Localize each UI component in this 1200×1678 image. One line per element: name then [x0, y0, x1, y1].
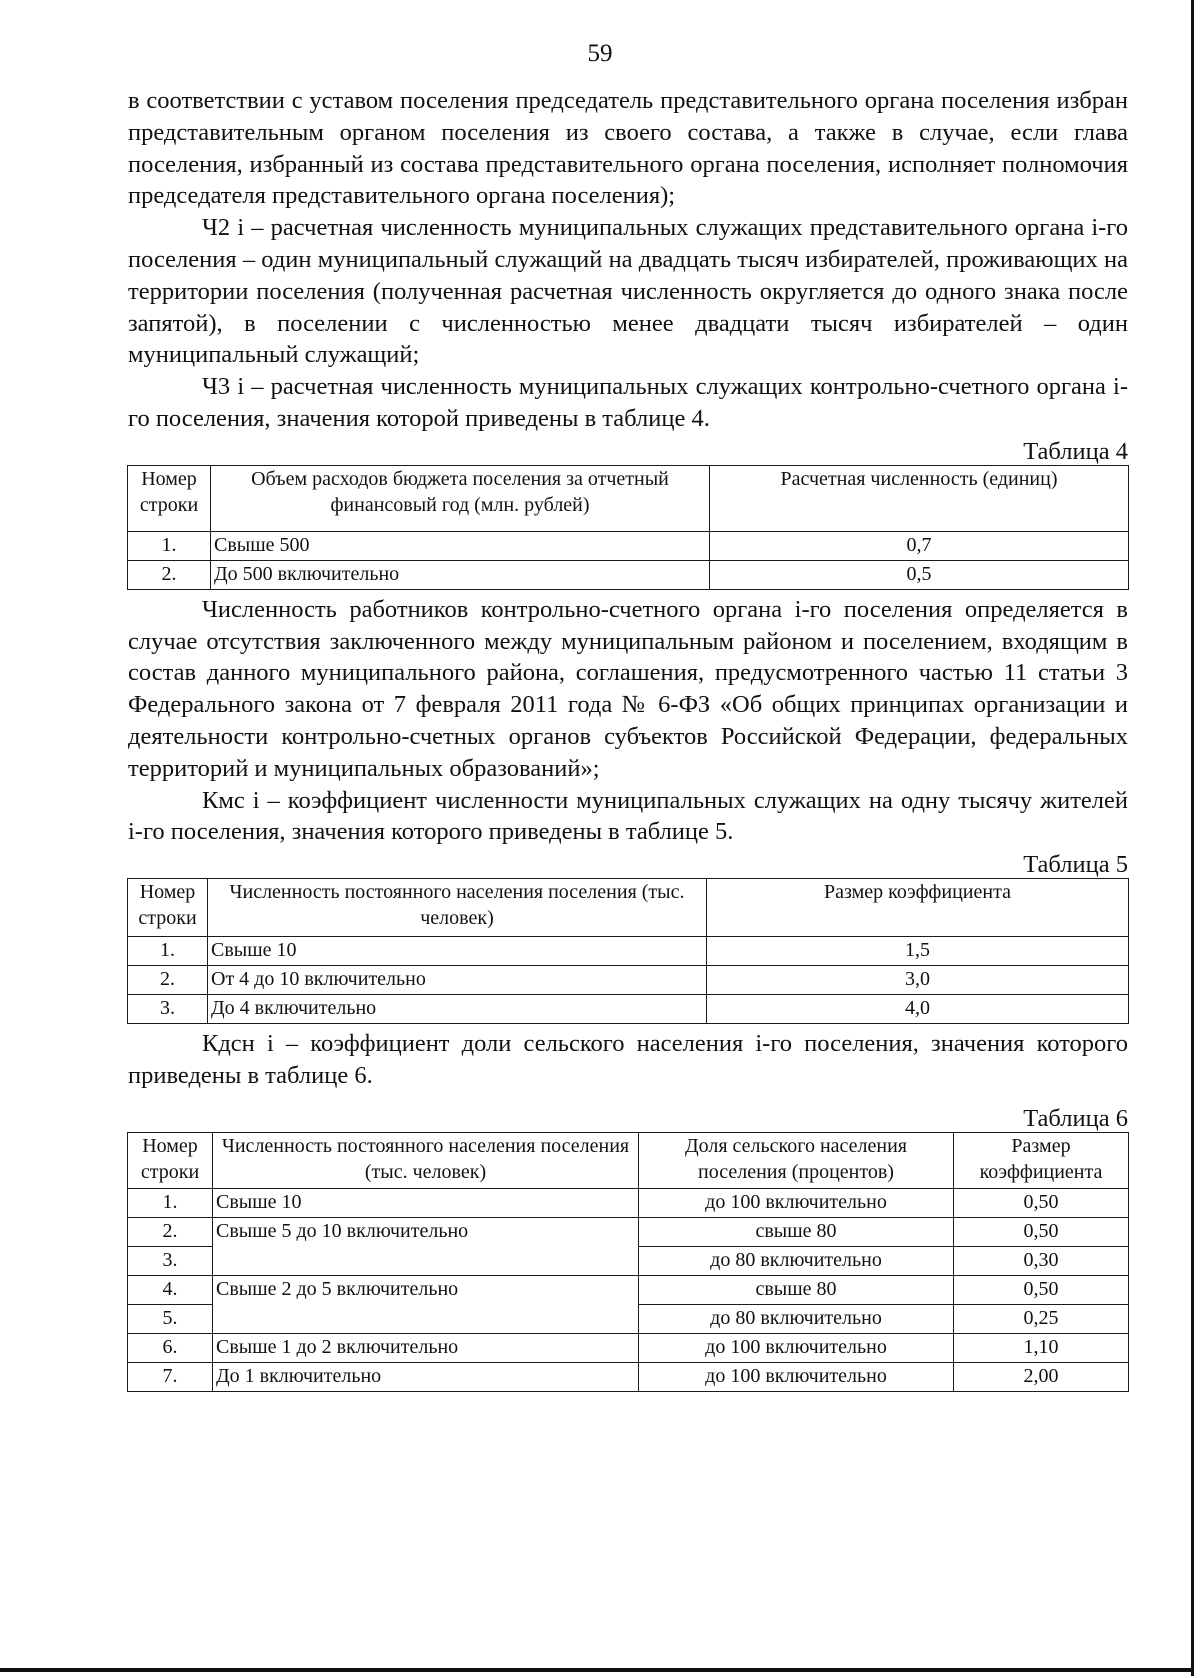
table-row — [128, 1362, 1129, 1391]
row-number: 1. — [128, 937, 208, 966]
row-number: 3. — [128, 1246, 213, 1275]
cell: 0,7 — [710, 531, 1129, 560]
table-header-row — [128, 879, 1129, 937]
table-row — [128, 1333, 1129, 1362]
paragraph: Численность работников контрольно-счетного органа i-го поселения определяется в случае отсутствия заключенного между муниципальным районом и поселением, входящим в состав данного муниципального района, соглашения, предусмотренного частью 11 статьи 3 Федерального закона от 7 февраля 2011 года № 6-ФЗ «Об общих принципах организации и деятельности контрольно-счетных органов субъектов Российской Федерации, федеральных территорий и муниципальных образований»; — [128, 595, 1128, 782]
cell: до 80 включительно — [639, 1246, 954, 1275]
cell: До 1 включительно — [213, 1362, 639, 1391]
table-row — [128, 1275, 1129, 1304]
table-header-row — [128, 1132, 1129, 1188]
table5-caption: Таблица 5 — [1023, 851, 1128, 879]
cell: Свыше 10 — [208, 937, 707, 966]
header-cell: Номер строки — [128, 1132, 213, 1188]
cell: до 100 включительно — [639, 1362, 954, 1391]
paragraph: Кдсн i – коэффициент доли сельского населения i-го поселения, значения которого приведены в таблице 6. — [128, 1030, 1128, 1089]
cell: 3,0 — [707, 966, 1129, 995]
table6 — [127, 1132, 1129, 1392]
cell: 0,30 — [954, 1246, 1129, 1275]
cell: 4,0 — [707, 995, 1129, 1024]
table4 — [127, 465, 1129, 590]
scan-edge-bottom — [0, 1668, 1194, 1672]
cell: Свыше 500 — [211, 531, 710, 560]
table5 — [127, 878, 1129, 1024]
document-body — [128, 85, 1128, 1392]
paragraph: Ч3 i – расчетная численность муниципальных служащих контрольно-счетного органа i-го поселения, значения которой приведены в таблице 4. — [128, 373, 1128, 432]
cell: 0,50 — [954, 1275, 1129, 1304]
paragraph: в соответствии с уставом поселения председатель представительного органа поселения избран представительным органом поселения из своего состава, а также в случае, если глава поселения, избранный из состава представительного органа поселения, исполняет полномочия председателя представительного органа поселения); — [128, 87, 1128, 210]
row-number: 2. — [128, 560, 211, 589]
cell: Свыше 2 до 5 включительно — [213, 1275, 639, 1333]
row-number: 5. — [128, 1304, 213, 1333]
cell: 0,50 — [954, 1188, 1129, 1217]
table-row — [128, 966, 1129, 995]
cell: Свыше 10 — [213, 1188, 639, 1217]
header-cell: Численность постоянного населения поселения (тыс. человек) — [213, 1132, 639, 1188]
cell: 0,50 — [954, 1217, 1129, 1246]
header-cell: Размер коэффициента — [954, 1132, 1129, 1188]
cell: Свыше 5 до 10 включительно — [213, 1217, 639, 1275]
paragraph: Кмс i – коэффициент численности муниципальных служащих на одну тысячу жителей i-го поселения, значения которого приведены в таблице 5. — [128, 786, 1128, 846]
cell: свыше 80 — [639, 1275, 954, 1304]
cell: до 80 включительно — [639, 1304, 954, 1333]
cell: До 4 включительно — [208, 995, 707, 1024]
row-number: 2. — [128, 1217, 213, 1246]
cell: От 4 до 10 включительно — [208, 966, 707, 995]
cell: до 100 включительно — [639, 1333, 954, 1362]
table4-caption: Таблица 4 — [1023, 437, 1128, 465]
table-header-row — [128, 465, 1129, 531]
header-cell: Объем расходов бюджета поселения за отчетный финансовый год (млн. рублей) — [211, 465, 710, 531]
paragraph: Ч2 i – расчетная численность муниципальных служащих представительного органа i-го поселения – один муниципальный служащий на двадцать тысяч избирателей, проживающих на территории поселения (полученная расчетная численность округляется до одного знака после запятой), в поселении с численностью менее двадцати тысяч избирателей – один муниципальный служащий; — [128, 214, 1128, 369]
scan-edge-right — [1191, 0, 1194, 1676]
row-number: 2. — [128, 966, 208, 995]
table6-caption: Таблица 6 — [1023, 1104, 1128, 1132]
row-number: 7. — [128, 1362, 213, 1391]
cell: свыше 80 — [639, 1217, 954, 1246]
table-row — [128, 531, 1129, 560]
row-number: 4. — [128, 1275, 213, 1304]
header-cell: Номер строки — [128, 879, 208, 937]
cell: 1,5 — [707, 937, 1129, 966]
cell: До 500 включительно — [211, 560, 710, 589]
header-cell: Численность постоянного населения поселения (тыс. человек) — [208, 879, 707, 937]
header-cell: Доля сельского населения поселения (процентов) — [639, 1132, 954, 1188]
cell: до 100 включительно — [639, 1188, 954, 1217]
table-row — [128, 995, 1129, 1024]
row-number: 6. — [128, 1333, 213, 1362]
cell: 0,25 — [954, 1304, 1129, 1333]
cell: Свыше 1 до 2 включительно — [213, 1333, 639, 1362]
table-row — [128, 1188, 1129, 1217]
row-number: 1. — [128, 531, 211, 560]
row-number: 3. — [128, 995, 208, 1024]
row-number: 1. — [128, 1188, 213, 1217]
table-row — [128, 560, 1129, 589]
header-cell: Размер коэффициента — [707, 879, 1129, 937]
cell: 1,10 — [954, 1333, 1129, 1362]
table-row — [128, 937, 1129, 966]
header-cell: Номер строки — [128, 465, 211, 531]
cell: 0,5 — [710, 560, 1129, 589]
table-row — [128, 1217, 1129, 1246]
page-number: 59 — [587, 40, 613, 67]
header-cell: Расчетная численность (единиц) — [710, 465, 1129, 531]
cell: 2,00 — [954, 1362, 1129, 1391]
